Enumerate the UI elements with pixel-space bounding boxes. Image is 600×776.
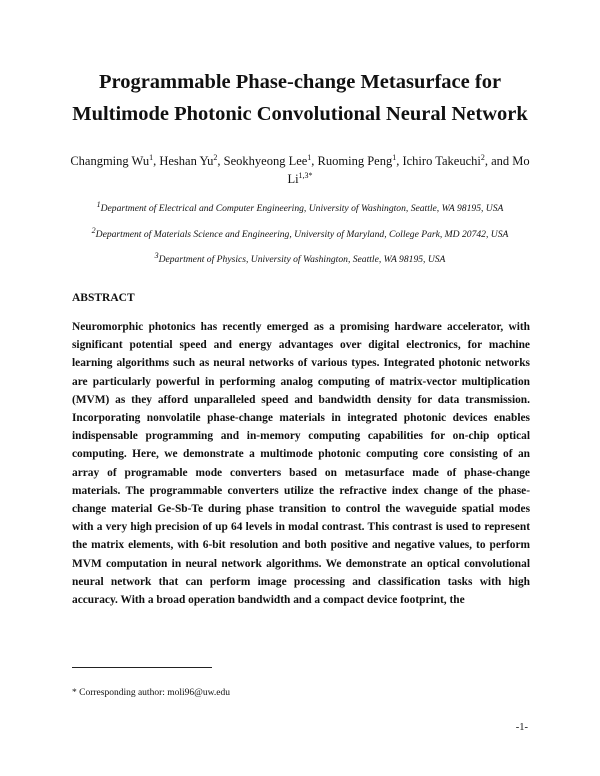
author-name: Mo Li (287, 154, 530, 186)
paper-title (40, 66, 560, 130)
title-line-2: Multimode Photonic Convolutional Neural Network (72, 103, 528, 125)
author-name: Changming Wu (70, 154, 150, 168)
author-affil-mark: 1,3* (298, 170, 313, 180)
affiliation-3 (40, 250, 560, 266)
author-affil-mark: 2 (480, 152, 485, 162)
author-name: Heshan Yu (159, 154, 214, 168)
author-affil-mark: 1 (149, 152, 154, 162)
author-separator: , (217, 154, 224, 168)
affiliation-text: Department of Physics, University of Washington, Seattle, WA 98195, USA (158, 254, 446, 265)
author-name: Ichiro Takeuchi (402, 154, 481, 168)
footnote-mark: * (72, 688, 77, 698)
affiliation-mark: 3 (154, 250, 159, 260)
affiliation-text: Department of Materials Science and Engineering, University of Maryland, College Park, MD 20742, USA (95, 229, 509, 240)
author-separator: , (311, 154, 318, 168)
abstract-heading: ABSTRACT (72, 292, 135, 304)
author-separator: , (153, 154, 160, 168)
author-separator: , (484, 154, 492, 168)
affiliation-text: Department of Electrical and Computer Engineering, University of Washington, Seattle, WA 98195, USA (100, 203, 504, 214)
page-number: -1- (515, 722, 528, 733)
affiliation-mark: 1 (96, 199, 101, 209)
footnote-text: Corresponding author: moli96@uw.edu (76, 688, 231, 698)
author-affil-mark: 2 (213, 152, 218, 162)
author-conjunction: and (491, 154, 510, 168)
abstract-body: Neuromorphic photonics has recently emerged as a promising hardware accelerator, with significant potential speed and energy advantages over digital electronics, for machine learning algorithms such as neural networks of various types. Integrated photonic networks are particularly powerful in performing analog computing of matrix-vector multiplication (MVM) as they afford unparalleled speed and bandwidth density for data transmission. Incorporating nonvolatile phase-change materials in integrated photonic devices enables indispensable programming and in-memory computing capabilities for on-chip optical computing. Here, we demonstrate a multimode photonic computing core consisting of an array of programable mode converters based on metasurface made of phase-change materials. The programmable converters utilize the refractive index change of the phase-change material Ge-Sb-Te during phase transition to control the waveguide spatial modes with a very high precision of up 64 levels in modal contrast. This contrast is used to represent the matrix elements, with 6-bit resolution and both positive and negative values, to perform MVM computation in neural network algorithms. We demonstrate an optical convolutional neural network that can perform image processing and classification tasks with high accuracy. With a broad operation bandwidth and a compact device footprint, the (72, 321, 530, 607)
author-separator: , (396, 154, 403, 168)
author-affil-mark: 1 (307, 152, 312, 162)
author-name: Seokhyeong Lee (223, 154, 308, 168)
author-list (60, 152, 540, 188)
footnote (72, 688, 230, 698)
affiliation-2 (40, 225, 560, 241)
author-affil-mark: 1 (392, 152, 397, 162)
footnote-divider (72, 667, 212, 668)
author-name: Ruoming Peng (317, 154, 393, 168)
affiliation-1 (40, 199, 560, 215)
title-line-1: Programmable Phase-change Metasurface for (98, 71, 502, 93)
affiliation-mark: 2 (91, 225, 96, 235)
